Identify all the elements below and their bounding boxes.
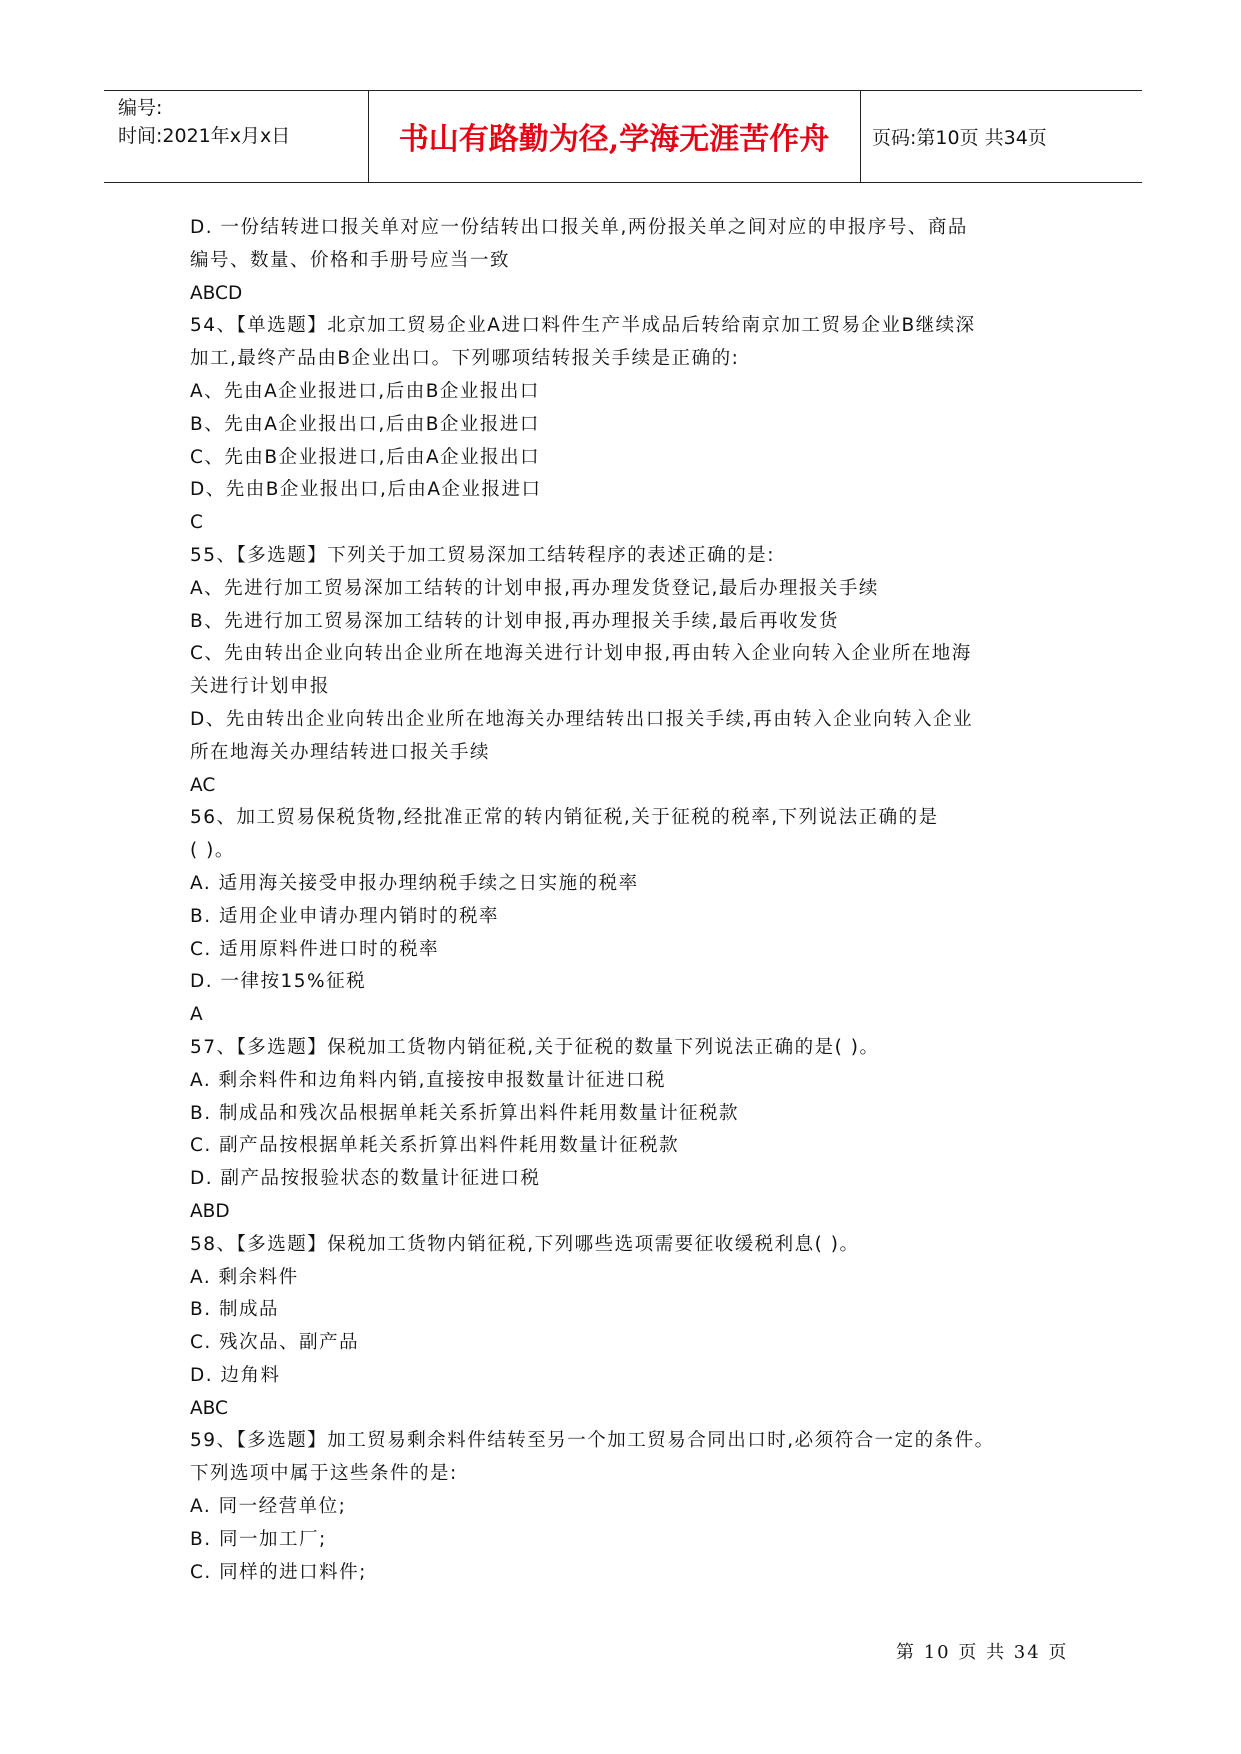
text-line: A. 剩余料件 — [190, 1266, 299, 1288]
text-line: C. 副产品按根据单耗关系折算出料件耗用数量计征税款 — [190, 1135, 680, 1157]
text-line: A. 剩余料件和边角料内销,直接按申报数量计征进口税 — [190, 1069, 666, 1091]
text-line: 加工,最终产品由B企业出口。下列哪项结转报关手续是正确的: — [190, 348, 740, 370]
text-line: 所在地海关办理结转进口报关手续 — [190, 741, 491, 763]
text-line: A、先由A企业报进口,后由B企业报出口 — [190, 380, 540, 402]
text-line: 55、【多选题】下列关于加工贸易深加工结转程序的表述正确的是: — [190, 544, 776, 566]
header-left-cell — [118, 94, 290, 150]
text-line: D. 一份结转进口报关单对应一份结转出口报关单,两份报关单之间对应的申报序号、商品 — [190, 217, 968, 238]
text-line: A、先进行加工贸易深加工结转的计划申报,再办理发货登记,最后办理报关手续 — [190, 577, 879, 599]
answer-line: A — [190, 1004, 203, 1026]
header-page-number: 页码:第10页 共34页 — [872, 126, 1047, 149]
header-divider-right — [860, 90, 861, 182]
text-line: C、先由B企业报进口,后由A企业报出口 — [190, 446, 541, 468]
text-line: 57、【多选题】保税加工货物内销征税,关于征税的数量下列说法正确的是( )。 — [190, 1036, 880, 1058]
text-line: C. 适用原料件进口时的税率 — [190, 938, 440, 960]
text-line: C. 同样的进口料件; — [190, 1561, 367, 1583]
answer-line: C — [190, 512, 203, 534]
text-line: A. 同一经营单位; — [190, 1496, 347, 1518]
text-line: B、先由A企业报出口,后由B企业报进口 — [190, 413, 540, 435]
text-line: C、先由转出企业向转出企业所在地海关进行计划申报,再由转入企业向转入企业所在地海 — [190, 643, 972, 665]
footer-page-number: 第 10 页 共 34 页 — [896, 1642, 1069, 1663]
text-line: 下列选项中属于这些条件的是: — [190, 1463, 458, 1485]
text-line: A. 适用海关接受申报办理纳税手续之日实施的税率 — [190, 872, 639, 894]
text-line: 59、【多选题】加工贸易剩余料件结转至另一个加工贸易合同出口时,必须符合一定的条件。 — [190, 1430, 995, 1452]
text-line: C. 残次品、副产品 — [190, 1332, 360, 1354]
text-line: 54、【单选题】北京加工贸易企业A进口料件生产半成品后转给南京加工贸易企业B继续深 — [190, 315, 976, 337]
text-line: 编号、数量、价格和手册号应当一致 — [190, 249, 511, 271]
header-motto: 书山有路勤为径,学海无涯苦作舟 — [398, 122, 830, 157]
text-line: 56、加工贸易保税货物,经批准正常的转内销征税,关于征税的税率,下列说法正确的是 — [190, 807, 939, 829]
text-line: D、先由转出企业向转出企业所在地海关办理结转出口报关手续,再由转入企业向转入企业 — [190, 708, 974, 730]
text-line: 58、【多选题】保税加工货物内销征税,下列哪些选项需要征收缓税利息( )。 — [190, 1233, 860, 1255]
text-line: B、先进行加工贸易深加工结转的计划申报,再办理报关手续,最后再收发货 — [190, 610, 839, 632]
answer-line: ABC — [190, 1397, 228, 1419]
answer-line: ABCD — [190, 282, 243, 304]
text-line: B. 适用企业申请办理内销时的税率 — [190, 905, 499, 927]
text-line: D、先由B企业报出口,后由A企业报进口 — [190, 479, 542, 501]
text-line: B. 制成品和残次品根据单耗关系折算出料件耗用数量计征税款 — [190, 1102, 739, 1124]
text-line: D. 一律按15%征税 — [190, 971, 367, 993]
text-line: B. 制成品 — [190, 1299, 279, 1321]
text-line: 关进行计划申报 — [190, 676, 331, 698]
header-bottom-rule — [104, 182, 1142, 183]
answer-line: ABD — [190, 1200, 230, 1222]
answer-line: AC — [190, 774, 216, 796]
text-line: D. 副产品按报验状态的数量计征进口税 — [190, 1168, 541, 1190]
text-line: D. 边角料 — [190, 1364, 281, 1386]
document-time-label: 时间:2021年x月x日 — [118, 125, 291, 147]
text-line: B. 同一加工厂; — [190, 1528, 327, 1550]
text-line: ( )。 — [190, 840, 235, 862]
document-number-label: 编号: — [118, 97, 163, 119]
question-content — [190, 212, 1065, 1589]
